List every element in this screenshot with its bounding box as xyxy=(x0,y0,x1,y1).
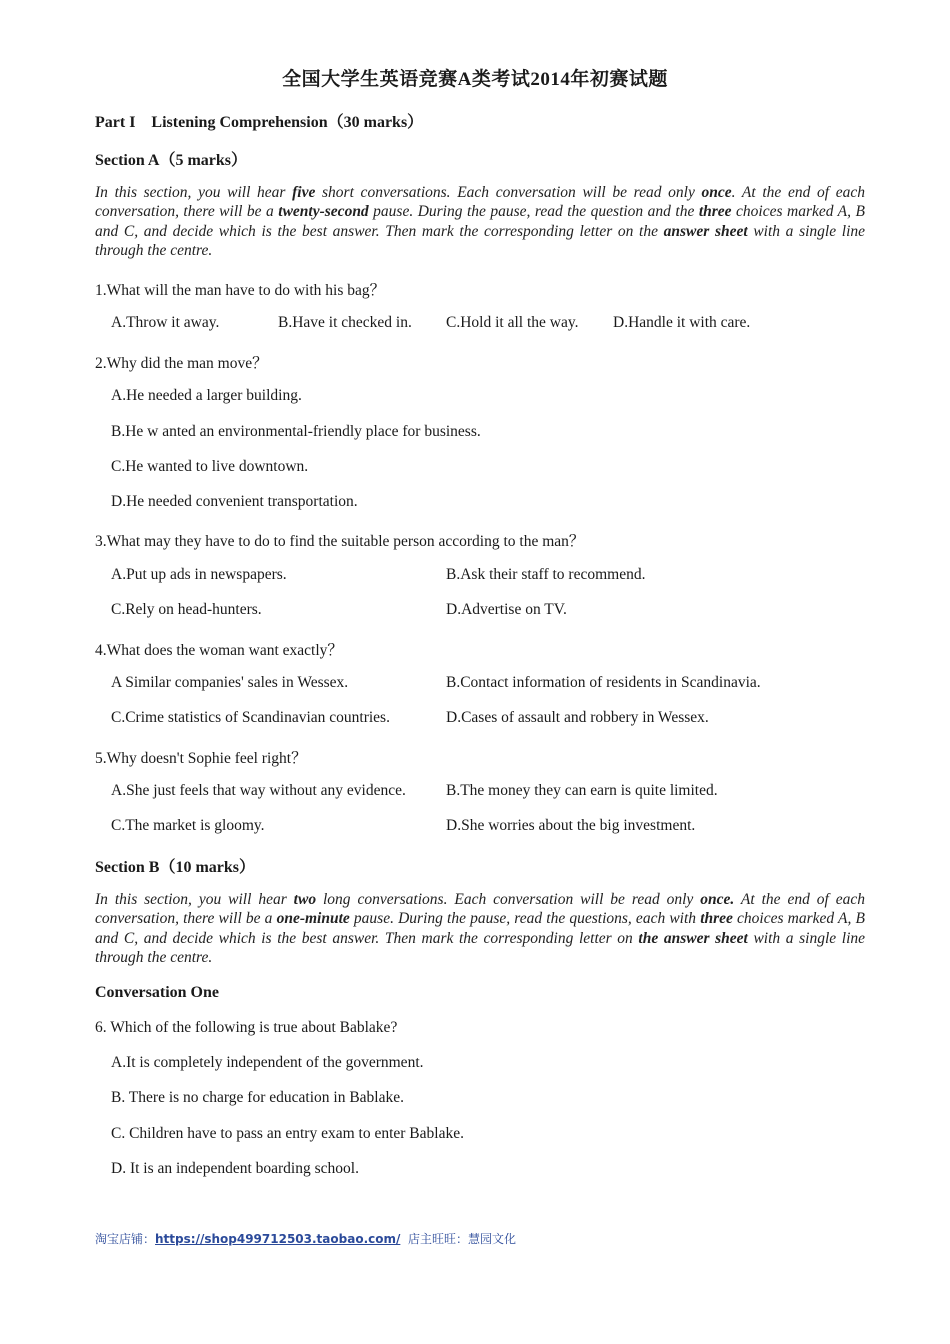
question-1-option-d: D.Handle it with care. xyxy=(613,314,751,331)
question-6-option-d: D. It is an independent boarding school. xyxy=(111,1160,359,1177)
question-4-option-c: C.Crime statistics of Scandinavian countries. xyxy=(111,709,390,726)
question-1-stem: 1.What will the man have to do with his bag？ xyxy=(95,282,386,299)
question-4-stem: 4.What does the woman want exactly？ xyxy=(95,642,343,659)
question-3-option-d: D.Advertise on TV. xyxy=(446,601,567,618)
question-5-option-d: D.She worries about the big investment. xyxy=(446,817,696,834)
question-1-option-a: A.Throw it away. xyxy=(111,314,220,331)
question-6-stem: 6. Which of the following is true about Bablake? xyxy=(95,1019,398,1036)
page-title: 全国大学生英语竞赛A类考试2014年初赛试题 xyxy=(282,69,668,90)
question-4-option-d: D.Cases of assault and robbery in Wessex. xyxy=(446,709,709,726)
shop-label: 淘宝店铺： xyxy=(95,1232,156,1246)
section-a-heading: Section A（5 marks） xyxy=(95,152,248,169)
question-3-option-c: C.Rely on head-hunters. xyxy=(111,601,262,618)
question-6-option-c: C. Children have to pass an entry exam to enter Bablake. xyxy=(111,1125,464,1142)
question-2-option-c: C.He wanted to live downtown. xyxy=(111,458,309,475)
question-3-stem: 3.What may they have to do to find the suitable person according to the man？ xyxy=(95,533,585,550)
question-5-stem: 5.Why doesn't Sophie feel right？ xyxy=(95,750,307,767)
question-1-option-c: C.Hold it all the way. xyxy=(446,314,579,331)
question-5-option-c: C.The market is gloomy. xyxy=(111,817,265,834)
question-2-option-d: D.He needed convenient transportation. xyxy=(111,493,358,510)
owner-label: 店主旺旺：慧园文化 xyxy=(400,1232,517,1246)
section-a-instructions: In this section, you will hear five short conversations. Each conversation will be read only once. At the end of each conversation, there will be a twenty-second pause. During the pause, read the question and the three choices marked A, B and C, and decide which is the best answer. Then mark the corresponding letter on the answer sheet with a single line through the centre. xyxy=(95,184,866,259)
shop-link[interactable]: https://shop499712503.taobao.com/ xyxy=(155,1232,401,1246)
section-b-instructions: In this section, you will hear two long conversations. Each conversation will be read only once. At the end of each conversation, there will be a one-minute pause. During the pause, read the questions, each with three choices marked A, B and C, and decide which is the best answer. Then mark the corresponding letter on the answer sheet with a single line through the centre. xyxy=(95,891,866,966)
question-4-option-a: A Similar companies' sales in Wessex. xyxy=(111,674,349,691)
question-2-option-a: A.He needed a larger building. xyxy=(111,387,302,404)
question-5-option-b: B.The money they can earn is quite limited. xyxy=(446,782,718,799)
question-5-option-a: A.She just feels that way without any evidence. xyxy=(111,782,406,799)
part1-heading: Part I Listening Comprehension（30 marks） xyxy=(95,114,424,131)
section-b-heading: Section B（10 marks） xyxy=(95,859,256,876)
question-3-option-b: B.Ask their staff to recommend. xyxy=(446,566,646,583)
question-4-option-b: B.Contact information of residents in Scandinavia. xyxy=(446,674,761,691)
conversation-one-heading: Conversation One xyxy=(95,984,219,1001)
question-3-option-a: A.Put up ads in newspapers. xyxy=(111,566,287,583)
shop-footer xyxy=(95,1230,516,1247)
question-6-option-b: B. There is no charge for education in Bablake. xyxy=(111,1089,404,1106)
question-6-option-a: A.It is completely independent of the government. xyxy=(111,1054,424,1071)
question-1-option-b: B.Have it checked in. xyxy=(278,314,412,331)
question-2-option-b: B.He w anted an environmental-friendly place for business. xyxy=(111,423,481,440)
question-2-stem: 2.Why did the man move？ xyxy=(95,355,268,372)
